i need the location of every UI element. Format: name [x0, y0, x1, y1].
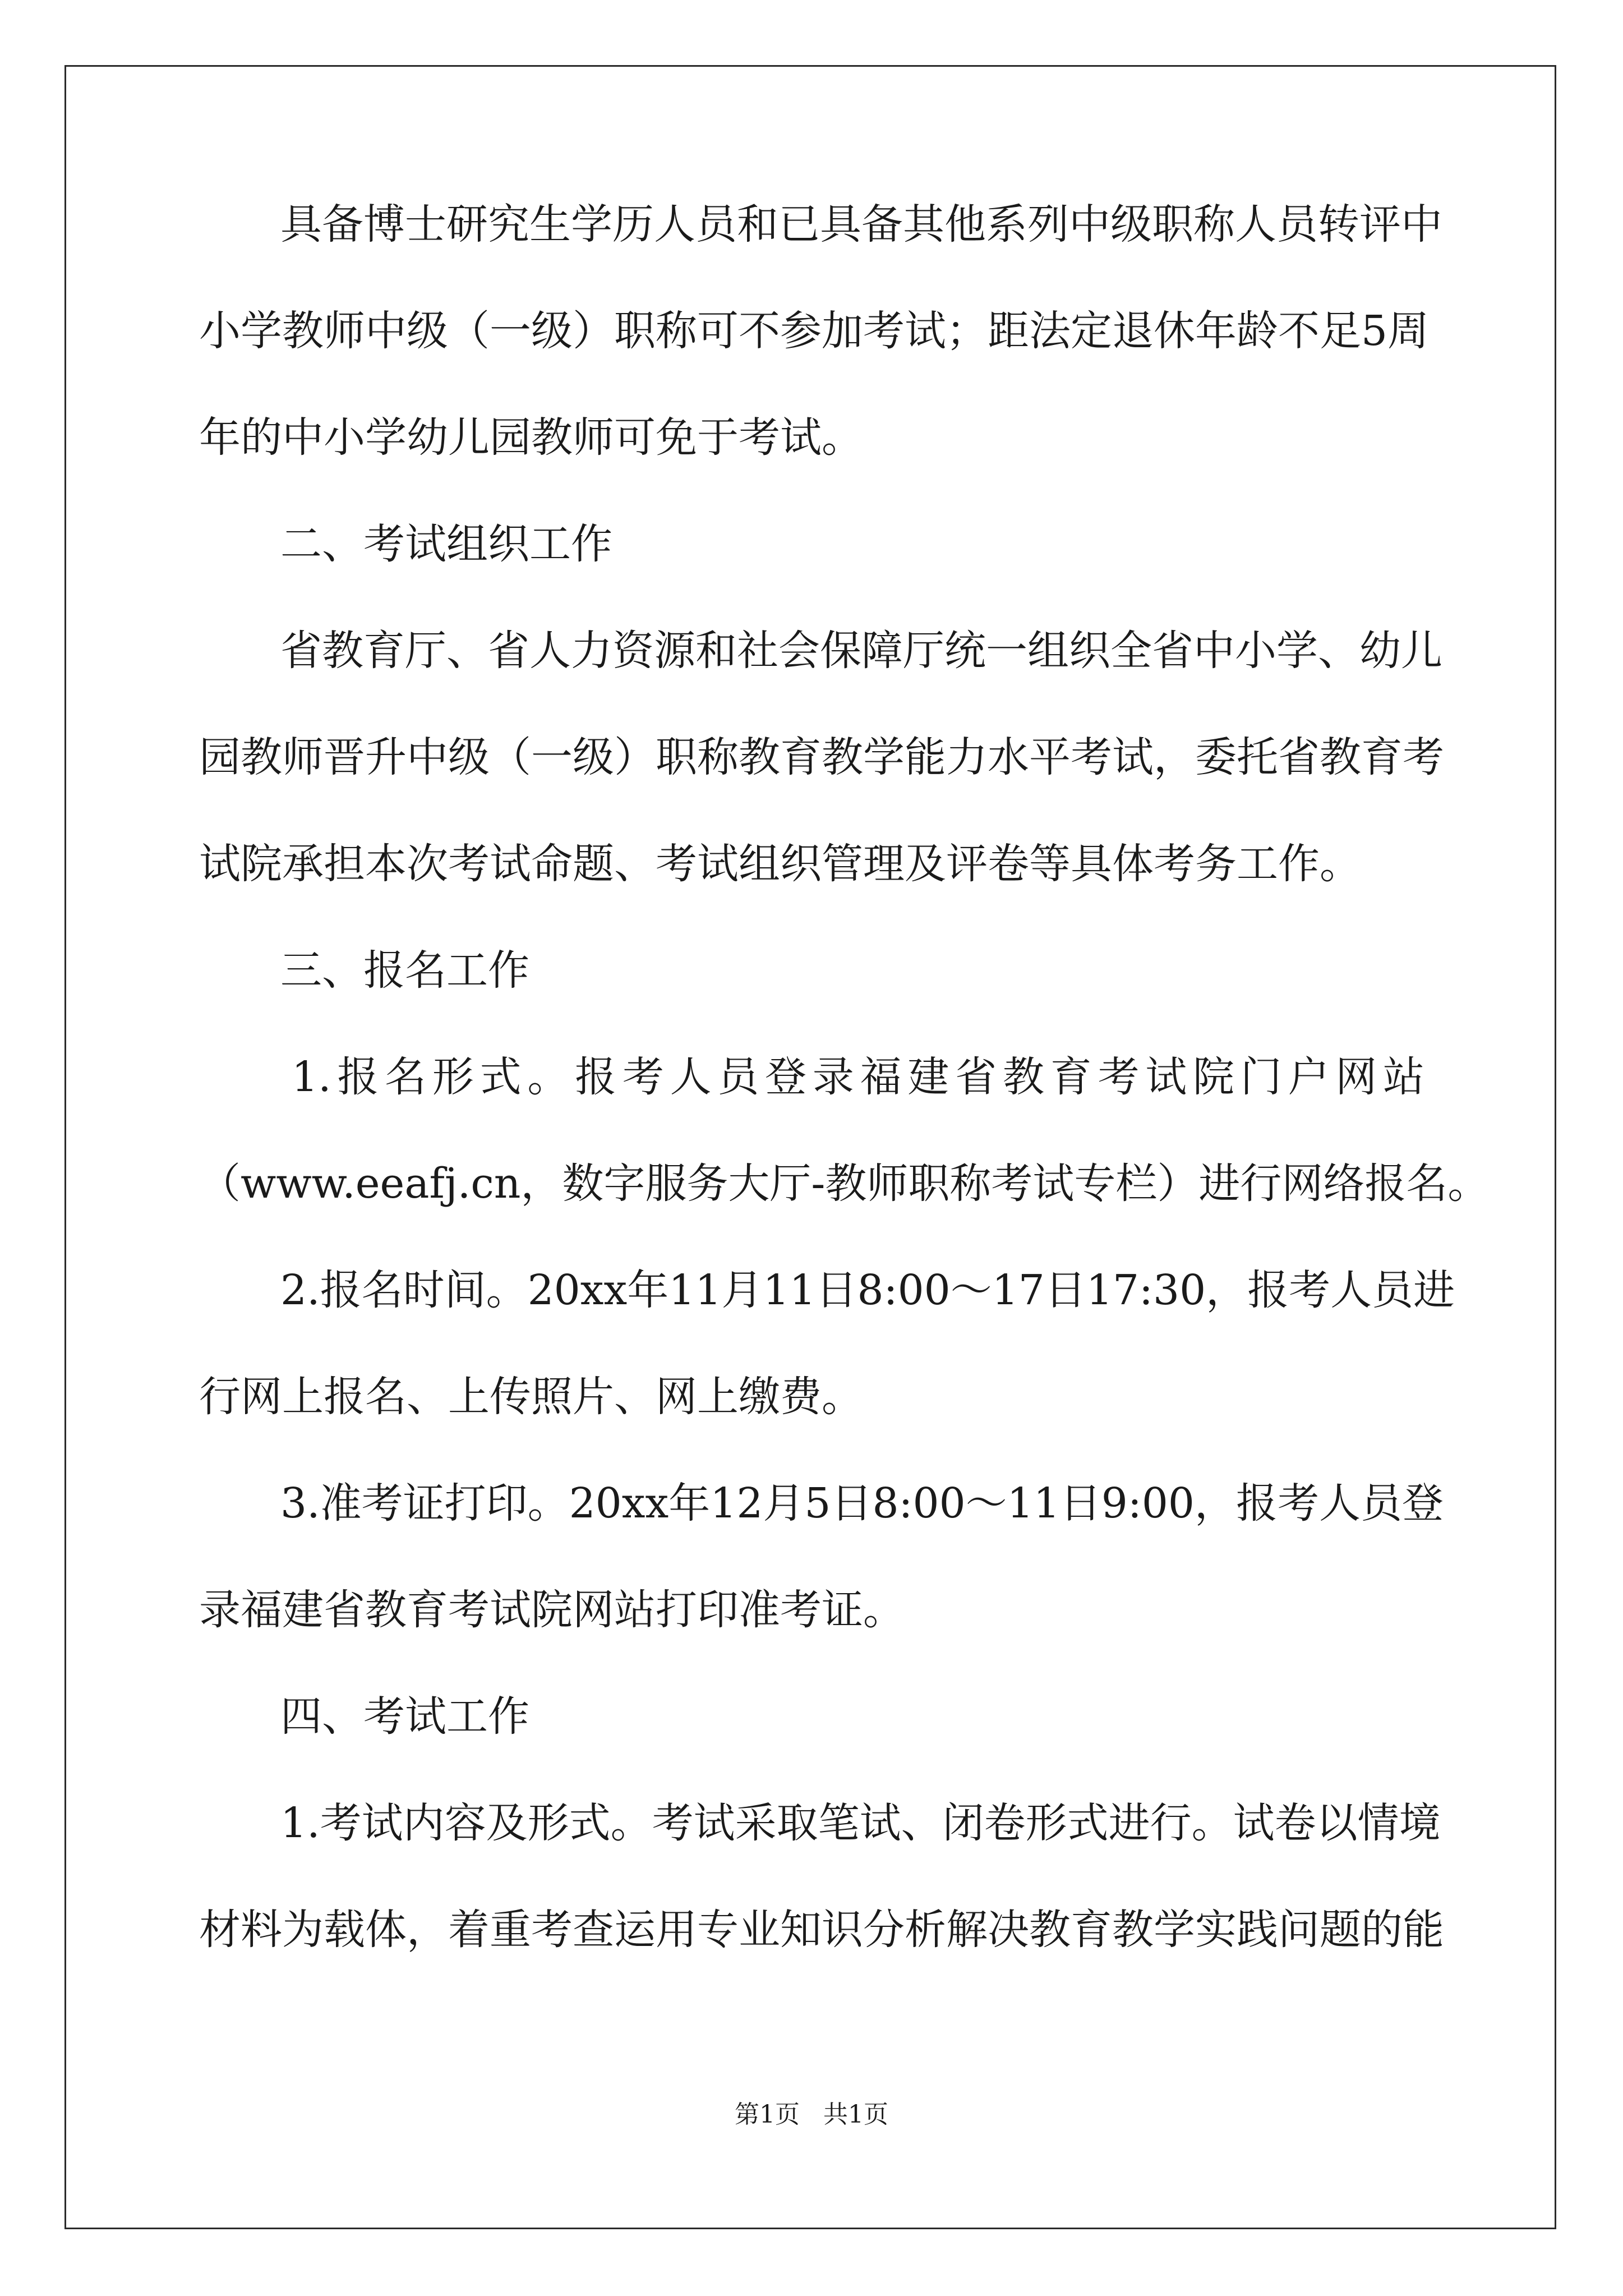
body-text-line: 2.报名时间。20xx年11月11日8:00～17日17:30，报考人员进 — [280, 1266, 1455, 1314]
section-heading: 三、报名工作 — [280, 946, 529, 995]
body-text-line: 省教育厅、省人力资源和社会保障厅统一组织全省中小学、幼儿 — [280, 627, 1442, 675]
page-number: 第1页 — [735, 2100, 800, 2129]
body-text-line: 园教师晋升中级（一级）职称教育教学能力水平考试，委托省教育考 — [199, 733, 1444, 781]
body-text-line: 1.报名形式。报考人员登录福建省教育考试院门户网站 — [292, 1053, 1424, 1101]
body-text-line: （www.eeafj.cn，数字服务大厅-教师职称考试专栏）进行网络报名。 — [199, 1159, 1490, 1208]
section-heading: 四、考试工作 — [280, 1692, 529, 1741]
body-text-line: 3.准考证打印。20xx年12月5日8:00～11日9:00，报考人员登 — [280, 1479, 1444, 1527]
section-heading: 二、考试组织工作 — [280, 520, 612, 568]
body-text-line: 小学教师中级（一级）职称可不参加考试；距法定退休年龄不足5周 — [199, 307, 1430, 355]
page-footer — [0, 2099, 1623, 2131]
body-text-line: 行网上报名、上传照片、网上缴费。 — [199, 1373, 863, 1421]
body-text-line: 年的中小学幼儿园教师可免于考试。 — [199, 413, 863, 462]
body-text-line: 试院承担本次考试命题、考试组织管理及评卷等具体考务工作。 — [199, 840, 1361, 888]
body-text-line: 1.考试内容及形式。考试采取笔试、闭卷形式进行。试卷以情境 — [280, 1799, 1441, 1847]
body-text-line: 材料为载体，着重考查运用专业知识分析解决教育教学实践问题的能 — [199, 1906, 1444, 1954]
body-text-line: 录福建省教育考试院网站打印准考证。 — [199, 1586, 905, 1634]
body-text-line: 具备博士研究生学历人员和已具备其他系列中级职称人员转评中 — [280, 200, 1442, 249]
page-total: 共1页 — [823, 2100, 888, 2129]
